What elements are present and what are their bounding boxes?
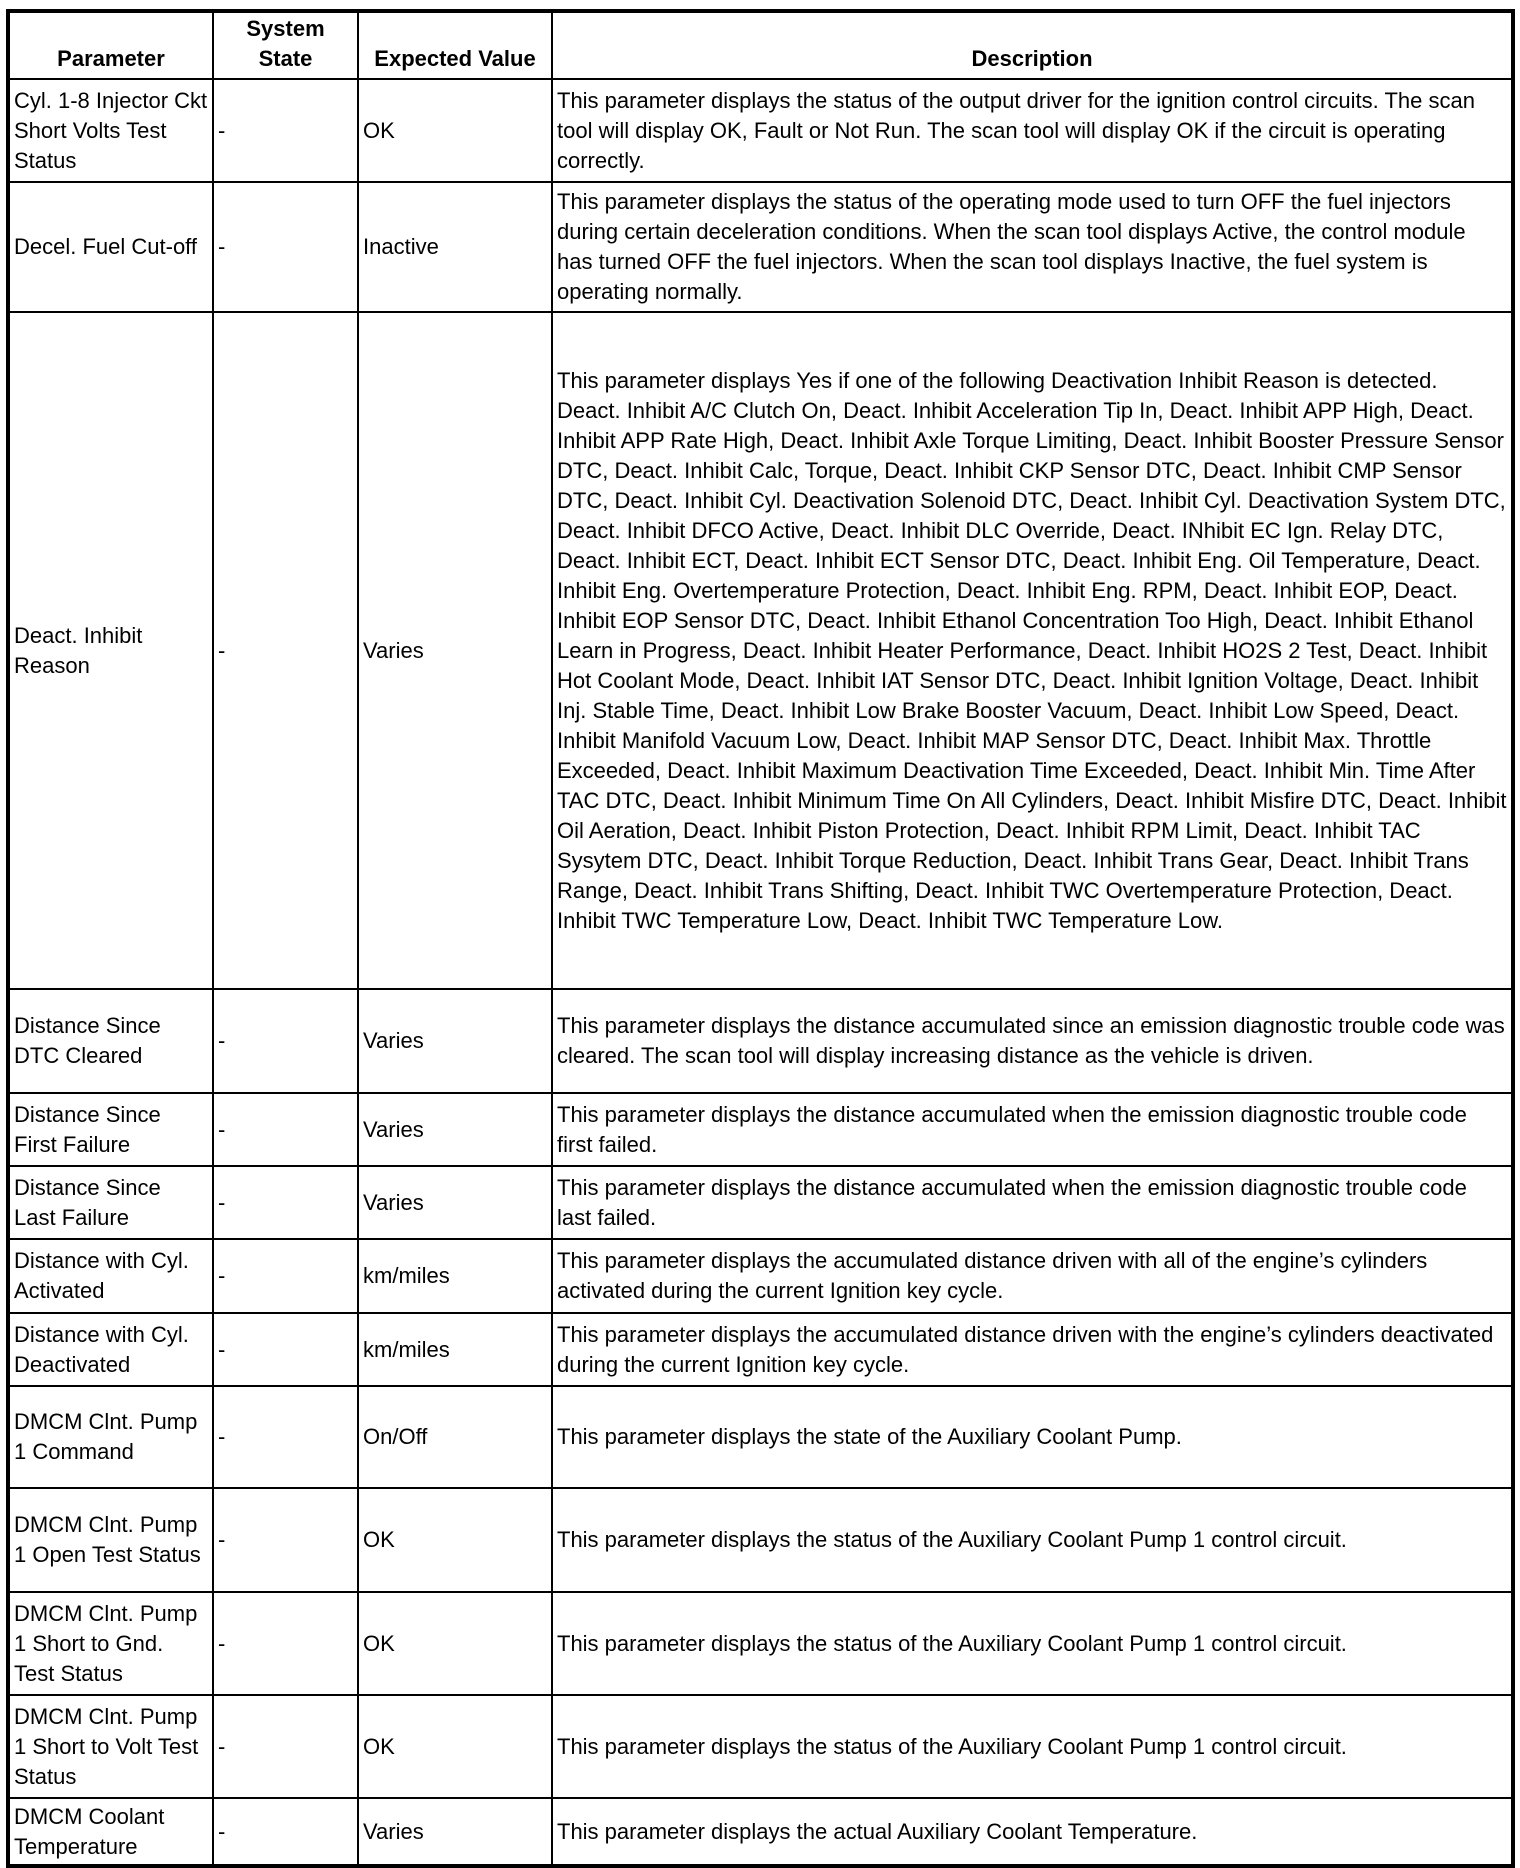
expected-value-cell: OK (358, 1695, 552, 1798)
expected-value-cell: Inactive (358, 182, 552, 312)
header-system-state: System State (213, 11, 358, 79)
description-cell: This parameter displays the actual Auxiliary Coolant Temperature. (552, 1798, 1513, 1866)
parameter-cell: Cyl. 1-8 Injector Ckt Short Volts Test Status (8, 79, 213, 182)
system-state-cell: - (213, 1695, 358, 1798)
expected-value-cell: Varies (358, 1798, 552, 1866)
parameter-table (6, 9, 1515, 1868)
description-cell: This parameter displays the distance accumulated when the emission diagnostic trouble code last failed. (552, 1166, 1513, 1239)
table-row (8, 1488, 1513, 1592)
description-cell: This parameter displays the accumulated distance driven with the engine’s cylinders deactivated during the current Ignition key cycle. (552, 1313, 1513, 1386)
system-state-cell: - (213, 1313, 358, 1386)
system-state-cell: - (213, 1166, 358, 1239)
description-cell: This parameter displays the distance accumulated since an emission diagnostic trouble code was cleared. The scan tool will display increasing distance as the vehicle is driven. (552, 989, 1513, 1093)
expected-value-cell: On/Off (358, 1386, 552, 1488)
expected-value-cell: km/miles (358, 1239, 552, 1313)
system-state-cell: - (213, 1488, 358, 1592)
expected-value-cell: OK (358, 79, 552, 182)
description-cell: This parameter displays the distance accumulated when the emission diagnostic trouble code first failed. (552, 1093, 1513, 1166)
system-state-cell: - (213, 79, 358, 182)
header-row (8, 11, 1513, 79)
expected-value-cell: km/miles (358, 1313, 552, 1386)
parameter-cell: DMCM Clnt. Pump 1 Short to Gnd. Test Status (8, 1592, 213, 1695)
parameter-cell: DMCM Clnt. Pump 1 Short to Volt Test Status (8, 1695, 213, 1798)
table-row (8, 1239, 1513, 1313)
expected-value-cell: Varies (358, 1093, 552, 1166)
expected-value-cell: Varies (358, 1166, 552, 1239)
expected-value-cell: OK (358, 1488, 552, 1592)
header-description: Description (552, 11, 1513, 79)
table-row (8, 1592, 1513, 1695)
description-cell: This parameter displays the state of the Auxiliary Coolant Pump. (552, 1386, 1513, 1488)
parameter-cell: Distance with Cyl. Deactivated (8, 1313, 213, 1386)
table-row (8, 1313, 1513, 1386)
expected-value-cell: Varies (358, 312, 552, 989)
parameter-cell: Distance Since First Failure (8, 1093, 213, 1166)
description-cell: This parameter displays the status of the Auxiliary Coolant Pump 1 control circuit. (552, 1592, 1513, 1695)
header-parameter: Parameter (8, 11, 213, 79)
parameter-cell: DMCM Coolant Temperature (8, 1798, 213, 1866)
expected-value-cell: Varies (358, 989, 552, 1093)
system-state-cell: - (213, 182, 358, 312)
table-row (8, 182, 1513, 312)
table-row (8, 1798, 1513, 1866)
system-state-cell: - (213, 1386, 358, 1488)
description-cell: This parameter displays the status of the Auxiliary Coolant Pump 1 control circuit. (552, 1695, 1513, 1798)
table-row (8, 1166, 1513, 1239)
system-state-cell: - (213, 1093, 358, 1166)
table-row (8, 989, 1513, 1093)
table-row (8, 1695, 1513, 1798)
parameter-cell: DMCM Clnt. Pump 1 Command (8, 1386, 213, 1488)
system-state-cell: - (213, 1592, 358, 1695)
table-row (8, 312, 1513, 989)
parameter-cell: DMCM Clnt. Pump 1 Open Test Status (8, 1488, 213, 1592)
description-cell: This parameter displays the accumulated distance driven with all of the engine’s cylinders activated during the current Ignition key cycle. (552, 1239, 1513, 1313)
description-cell: This parameter displays the status of the operating mode used to turn OFF the fuel injectors during certain deceleration conditions. When the scan tool displays Active, the control module has turned OFF the fuel injectors. When the scan tool displays Inactive, the fuel system is operating normally. (552, 182, 1513, 312)
system-state-cell: - (213, 1798, 358, 1866)
system-state-cell: - (213, 989, 358, 1093)
system-state-cell: - (213, 1239, 358, 1313)
parameter-cell: Deact. Inhibit Reason (8, 312, 213, 989)
description-cell: This parameter displays the status of the output driver for the ignition control circuits. The scan tool will display OK, Fault or Not Run. The scan tool will display OK if the circuit is operating correctly. (552, 79, 1513, 182)
parameter-cell: Distance Since Last Failure (8, 1166, 213, 1239)
parameter-cell: Distance Since DTC Cleared (8, 989, 213, 1093)
system-state-cell: - (213, 312, 358, 989)
expected-value-cell: OK (358, 1592, 552, 1695)
parameter-cell: Decel. Fuel Cut-off (8, 182, 213, 312)
header-expected-value: Expected Value (358, 11, 552, 79)
description-cell: This parameter displays Yes if one of the following Deactivation Inhibit Reason is detected. Deact. Inhibit A/C Clutch On, Deact. Inhibit Acceleration Tip In, Deact. Inhibit APP High, Deact. Inhibit APP Rate High, Deact. Inhibit Axle Torque Limiting, Deact. Inhibit Booster Pressure Sensor DTC, Deact. Inhibit Calc, Torque, Deact. Inhibit CKP Sensor DTC, Deact. Inhibit CMP Sensor DTC, Deact. Inhibit Cyl. Deactivation Solenoid DTC, Deact. Inhibit Cyl. Deactivation System DTC, Deact. Inhibit DFCO Active, Deact. Inhibit DLC Override, Deact. INhibit EC Ign. Relay DTC, Deact. Inhibit ECT, Deact. Inhibit ECT Sensor DTC, Deact. Inhibit Eng. Oil Temperature, Deact. Inhibit Eng. Overtemperature Protection, Deact. Inhibit Eng. RPM, Deact. Inhibit EOP, Deact. Inhibit EOP Sensor DTC, Deact. Inhibit Ethanol Concentration Too High, Deact. Inhibit Ethanol Learn in Progress, Deact. Inhibit Heater Performance, Deact. Inhibit HO2S 2 Test, Deact. Inhibit Hot Coolant Mode, Deact. Inhibit IAT Sensor DTC, Deact. Inhibit Ignition Voltage, Deact. Inhibit Inj. Stable Time, Deact. Inhibit Low Brake Booster Vacuum, Deact. Inhibit Low Speed, Deact. Inhibit Manifold Vacuum Low, Deact. Inhibit MAP Sensor DTC, Deact. Inhibit Max. Throttle Exceeded, Deact. Inhibit Maximum Deactivation Time Exceeded, Deact. Inhibit Min. Time After TAC DTC, Deact. Inhibit Minimum Time On All Cylinders, Deact. Inhibit Misfire DTC, Deact. Inhibit Oil Aeration, Deact. Inhibit Piston Protection, Deact. Inhibit RPM Limit, Deact. Inhibit TAC Sysytem DTC, Deact. Inhibit Torque Reduction, Deact. Inhibit Trans Gear, Deact. Inhibit Trans Range, Deact. Inhibit Trans Shifting, Deact. Inhibit TWC Overtemperature Protection, Deact. Inhibit TWC Temperature Low, Deact. Inhibit TWC Temperature Low. (552, 312, 1513, 989)
table-row (8, 1386, 1513, 1488)
parameter-cell: Distance with Cyl. Activated (8, 1239, 213, 1313)
table-row (8, 1093, 1513, 1166)
table-row (8, 79, 1513, 182)
description-cell: This parameter displays the status of the Auxiliary Coolant Pump 1 control circuit. (552, 1488, 1513, 1592)
